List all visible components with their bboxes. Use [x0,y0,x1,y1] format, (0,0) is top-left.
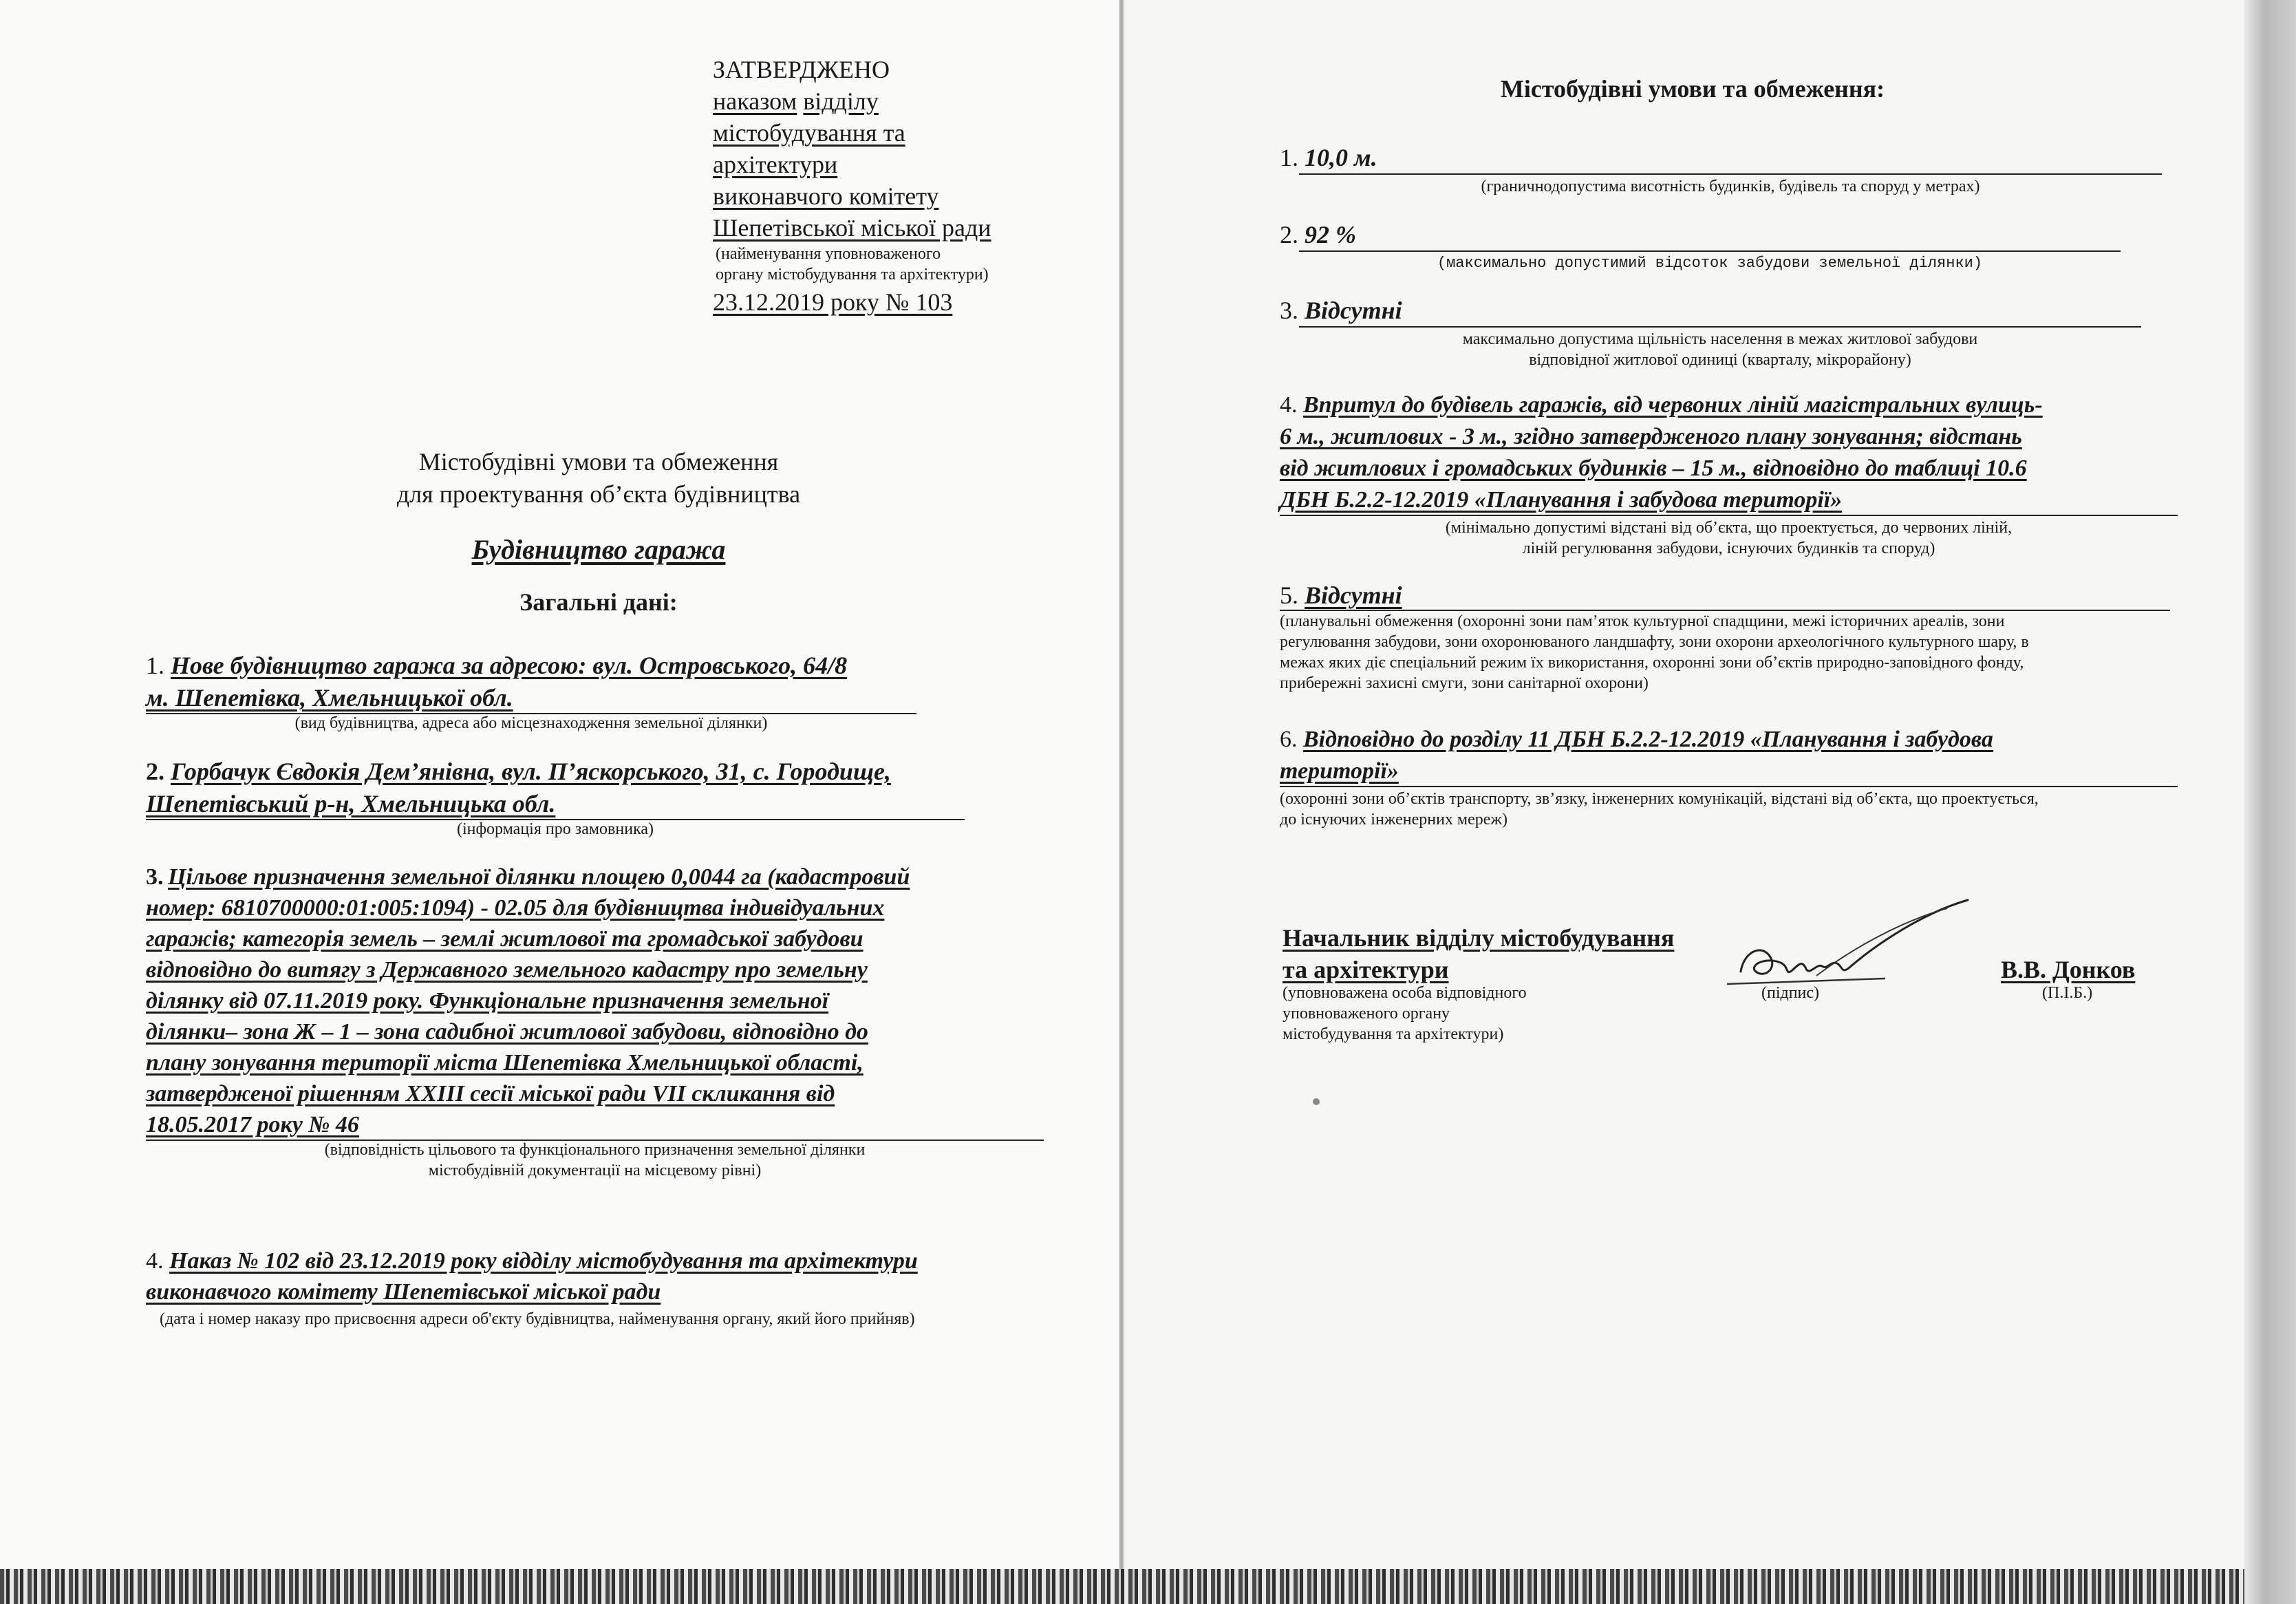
left-heading2: для проектування об’єкта будівництва [396,480,801,508]
c1-number: 1. [1280,144,1298,171]
right-heading: Містобудівні умови та обмеження: [1500,75,1885,103]
c2-underline [1299,250,2121,252]
c5-note-line: (планувальні обмеження (охоронні зони пам’яток культурної спадщини, межі історичних ареалів, зони [1280,612,2005,630]
approval-date: 23.12.2019 року № 103 [713,288,953,316]
c1-underline [1299,173,2162,175]
c6-line1: Відповідно до розділу 11 ДБН Б.2.2-12.2019 «Планування і забудова [1303,727,1993,752]
item2-number: 2. [146,758,164,785]
approval-line1-b: відділу [803,87,879,115]
c2-note: (максимально допустимий відсоток забудови земельної ділянки) [1437,255,1983,272]
item3-line: ділянки– зона Ж – 1 – зона садибної житлової забудови, відповідно до [146,1019,868,1045]
item4-note: (дата і номер наказу про присвоєння адреси об'єкту будівництва, найменування органу, який його прийняв) [160,1310,915,1328]
c6-note2: до існуючих інженерних мереж) [1280,811,1508,828]
item3-number: 3. [146,864,164,890]
sign-note1: (уповноважена особа відповідного [1283,984,1527,1002]
item3-line: гаражів; категорія земель – землі житлової та громадської забудови [146,926,863,952]
c4-line: Впритул до будівель гаражів, від червоних ліній магістральних вулиць- [1303,392,2043,418]
item2-line1: Горбачук Євдокія Дем’янівна, вул. П’яскорського, 31, с. Городище, [171,758,891,785]
approval-line3: архітектури [713,151,838,178]
c5-value: Відсутні [1305,581,1402,609]
c5-number: 5. [1280,581,1298,609]
c6-number: 6. [1280,727,1298,752]
item3-line: номер: 6810700000:01:005:1094) - 02.05 для будівництва індивідуальних [146,895,885,921]
c4-line: ДБН Б.2.2-12.2019 «Планування і забудова території» [1280,487,1843,513]
c1-note: (граничнодопустима висотність будинків, будівель та споруд у метрах) [1481,178,1980,195]
signer-label: (П.І.Б.) [2042,984,2093,1002]
c4-line: 6 м., житлових - 3 м., згідно затвердженого плану зонування; відстань [1280,424,2022,449]
c5-note-line: прибережні захисні смуги, зони санітарної охорони) [1280,674,1649,692]
approval-title: ЗАТВЕРДЖЕНО [713,56,890,83]
c4-underline [1280,515,2178,516]
approval-line1-a: наказом [713,87,797,115]
approval-note2: органу містобудування та архітектури) [716,266,989,284]
c4-number: 4. [1280,392,1298,418]
c3-value: Відсутні [1305,297,1402,324]
c6-note1: (охоронні зони об’єктів транспорту, зв’язку, інженерних комунікацій, відстані від об’єкта, що проектується, [1280,790,2039,808]
item3-line: ділянку від 07.11.2019 року. Функціональне призначення земельної [146,988,829,1014]
scan-speck [1313,1098,1320,1105]
approval-line5: Шепетівської міської ради [713,214,991,242]
item3-line: відповідно до витягу з Державного земельного кадастру про земельну [146,957,868,983]
scan-edge-bottom [0,1569,2296,1604]
item2-note: (інформація про замовника) [456,820,654,838]
scan-edge-right [2244,0,2296,1604]
approval-line4: виконавчого комітету [713,182,939,210]
approval-line2: містобудування та [713,119,905,147]
c3-note1: максимально допустима щільність населення в межах житлової забудови [1462,330,1978,348]
item1-line1: Нове будівництво гаража за адресою: вул. Островського, 64/8 [171,652,848,679]
item3-line: 18.05.2017 року № 46 [146,1112,359,1137]
item1-line2: м. Шепетівка, Хмельницької обл. [146,684,513,712]
item4-number: 4. [146,1248,164,1274]
sign-title2: та архітектури [1283,956,1449,983]
c4-note1: (мінімально допустимі відстані від об’єкта, що проектується, до червоних ліній, [1445,519,2013,537]
sign-title1: Начальник відділу містобудування [1283,924,1675,952]
page-fold [1119,0,1124,1583]
item3-line: затвердженої рішенням ХХIII сесії міської ради VII скликання від [146,1081,835,1106]
sign-label: (підпис) [1761,984,1820,1002]
item3-note2: містобудівній документації на місцевому рівні) [428,1162,762,1179]
c3-number: 3. [1280,297,1298,324]
approval-note1: (найменування уповноваженого [716,245,941,263]
item1-number: 1. [146,652,164,679]
object-title: Будівництво гаража [471,534,726,565]
sign-note3: містобудування та архітектури) [1283,1025,1504,1043]
c5-note-line: межах яких діє спеціальний режим їх використання, охоронні зони об’єктів природно-заповідного фонду, [1280,654,2024,672]
c2-number: 2. [1280,221,1298,248]
left-heading1: Містобудівні умови та обмеження [418,448,779,475]
item4-line1: Наказ № 102 від 23.12.2019 року відділу містобудування та архітектури [169,1248,918,1274]
c6-underline [1280,786,2178,787]
c3-note2: відповідної житлової одиниці (кварталу, мікрорайону) [1529,351,1911,369]
item1-note: (вид будівництва, адреса або місцезнаходження земельної ділянки) [294,714,768,732]
item2-line2: Шепетівський р-н, Хмельницька обл. [146,790,556,817]
handwritten-signature-icon [1713,895,1988,998]
item3-note1: (відповідність цільового та функціонального призначення земельної ділянки [324,1141,866,1159]
c6-line2: території» [1280,758,1399,784]
sign-note2: уповноваженого органу [1283,1005,1450,1023]
c3-underline [1299,326,2141,328]
item3-line: плану зонування території міста Шепетівка Хмельницької області, [146,1050,863,1076]
c2-value: 92 % [1305,221,1356,248]
c4-note2: ліній регулювання забудови, існуючих будинків та споруд) [1522,539,1935,557]
c5-note-line: регулювання забудови, зони охоронюваного ландшафту, зони охорони археологічного культурного шару, в [1280,633,2029,651]
c1-value: 10,0 м. [1305,144,1377,171]
item3-line: Цільове призначення земельної ділянки площею 0,0044 га (кадастровий [168,864,910,890]
item4-line2: виконавчого комітету Шепетівської міської ради [146,1279,661,1305]
general-heading: Загальні дані: [519,588,678,616]
signer-name: В.В. Донков [2001,956,2136,983]
c4-line: від житлових і громадських будинків – 15 м., відповідно до таблиці 10.6 [1280,456,2027,481]
